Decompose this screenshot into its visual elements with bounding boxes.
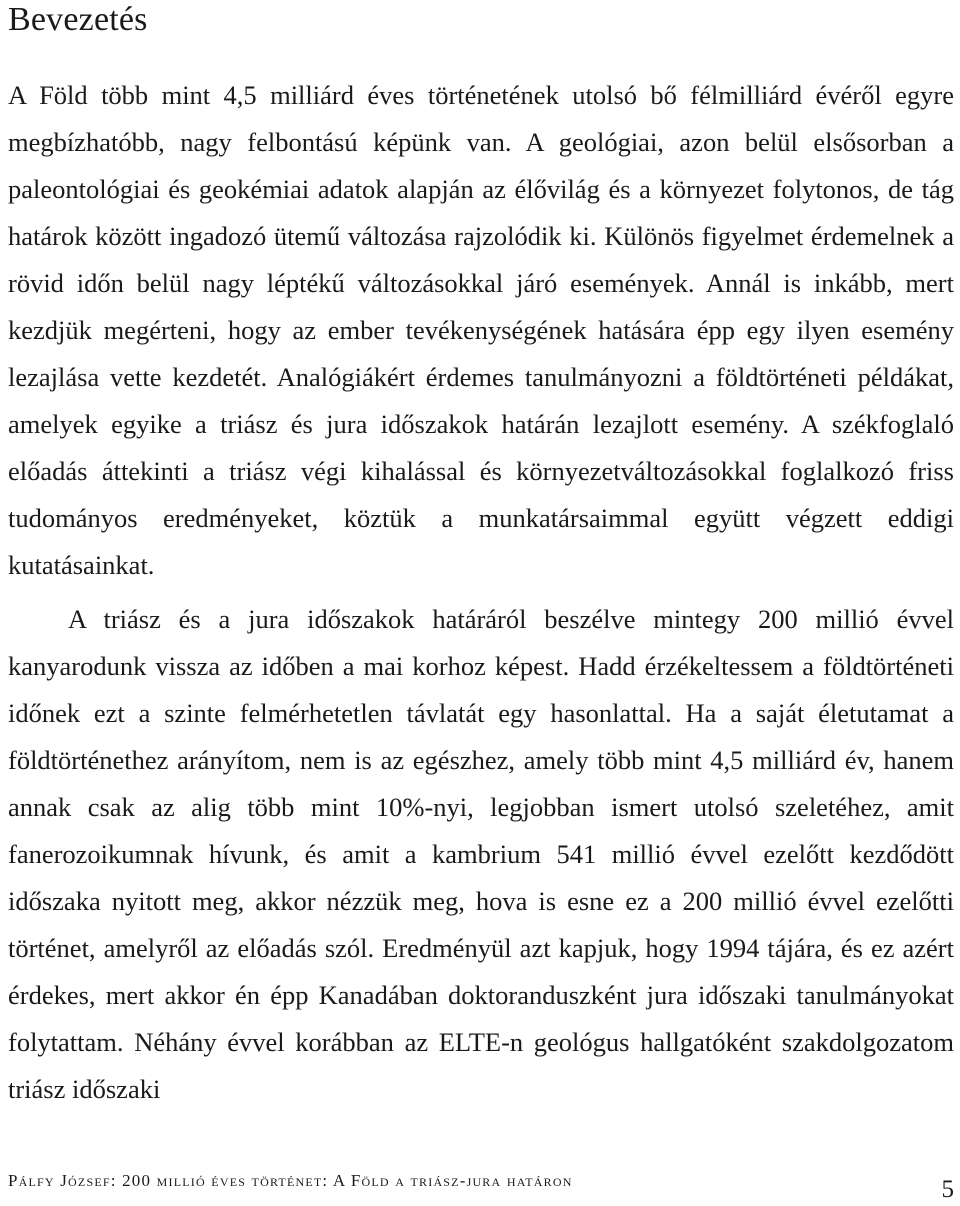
section-heading: Bevezetés <box>8 1 148 38</box>
paragraph-introduction: A Föld több mint 4,5 milliárd éves történetének utolsó bő félmilliárd évéről egyre megbízhatóbb, nagy felbontású képünk van. A geológiai, azon belül elsősorban a paleontológiai és geokémiai adatok alapján az élővilág és a környezet folytonos, de tág határok között ingadozó ütemű változása rajzolódik ki. Különös figyelmet érdemelnek a rövid időn belül nagy léptékű változásokkal járó események. Annál is inkább, mert kezdjük megérteni, hogy az ember tevékenységének hatására épp egy ilyen esemény lezajlása vette kezdetét. Analógiákért érdemes tanulmányozni a földtörténeti példákat, amelyek egyike a triász és jura időszakok határán lezajlott esemény. A székfoglaló előadás áttekinti a triász végi kihalással és környezetváltozásokkal foglalkozó friss tudományos eredményeket, köztük a munkatársaimmal együtt végzett eddigi kutatásainkat. <box>8 80 954 580</box>
running-footer-title: Pálfy József: 200 millió éves történet: A Föld a triász-jura határon <box>8 1171 573 1190</box>
page-number: 5 <box>941 1176 954 1203</box>
paragraph-timescale: A triász és a jura időszakok határáról beszélve mintegy 200 millió évvel kanyarodunk vissza az időben a mai korhoz képest. Hadd érzékeltessem a földtörténeti időnek ezt a szinte felmérhetetlen távlatát egy hasonlattal. Ha a saját életutamat a földtörténethez arányítom, nem is az egészhez, amely több mint 4,5 milliárd év, hanem annak csak az alig több mint 10%-nyi, legjobban ismert utolsó szeletéhez, amit fanerozoikumnak hívunk, és amit a kambrium 541 millió évvel ezelőtt kezdődött időszaka nyitott meg, akkor nézzük meg, hova is esne ez a 200 millió évvel ezelőtti történet, amelyről az előadás szól. Eredményül azt kapjuk, hogy 1994 tájára, és ez azért érdekes, mert akkor én épp Kanadában doktoranduszként jura időszaki tanulmányokat folytattam. Néhány évvel korábban az ELTE-n geológus hallgatóként szakdolgozatom triász időszaki <box>8 604 954 1104</box>
